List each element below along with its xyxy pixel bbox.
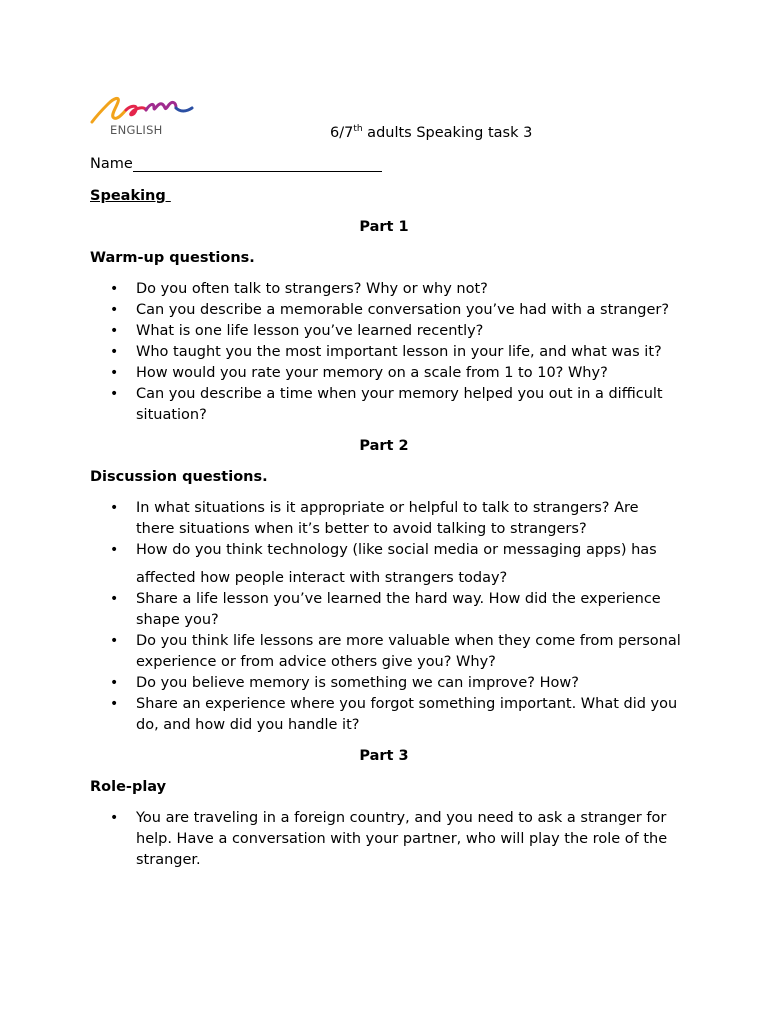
part3-question-list (90, 808, 690, 871)
title-rest: adults Speaking task 3 (362, 125, 533, 141)
bullet-icon: • (110, 633, 119, 649)
bullet-icon: • (110, 386, 119, 402)
list-item: • Do you often talk to strangers? Why or why not? (90, 279, 681, 300)
part1-title: Part 1 (359, 219, 409, 235)
part1-question-list (90, 279, 690, 426)
speaking-heading: Speaking (90, 188, 171, 204)
list-item: • Share a life lesson you’ve learned the hard way. How did the experience shape you? (110, 591, 661, 628)
part3-section-title: Role-play (90, 779, 167, 795)
list-item: • Can you describe a memorable conversation you’ve had with a stranger? (90, 300, 681, 321)
bullet-icon: • (110, 323, 119, 339)
part2-title: Part 2 (359, 438, 409, 454)
part3-title: Part 3 (359, 748, 409, 764)
lcm-english-logo (90, 94, 194, 140)
logo-text: ENGLISH (110, 123, 163, 137)
list-item: • Share an experience where you forgot something important. What did you do, and how did you handle it? (110, 696, 678, 733)
bullet-icon: • (110, 591, 119, 607)
part2-question-list (90, 498, 690, 736)
bullet-icon: • (110, 542, 119, 558)
bullet-icon: • (110, 344, 119, 360)
name-blank-line[interactable] (133, 155, 382, 172)
list-item: • How do you think technology (like social media or messaging apps) has affected how people interact with strangers today? (110, 542, 657, 586)
bullet-icon: • (110, 810, 119, 826)
bullet-icon: • (110, 696, 119, 712)
worksheet-body (90, 186, 690, 881)
list-item: • You are traveling in a foreign country, and you need to ask a stranger for help. Have a conversation with your partner, who will play the role of the stranger. (110, 810, 668, 868)
list-item: • What is one life lesson you’ve learned recently? (90, 321, 681, 342)
part2-section-title: Discussion questions. (90, 469, 268, 485)
bullet-icon: • (110, 302, 119, 318)
list-item: • Do you think life lessons are more valuable when they come from personal experience or from advice others give you? Why? (110, 633, 681, 670)
bullet-icon: • (110, 281, 119, 297)
title-main: 6/7 (330, 125, 354, 141)
list-item: • Do you believe memory is something we can improve? How? (90, 673, 681, 694)
name-field (90, 155, 382, 172)
logo-script-icon (90, 94, 194, 124)
list-item: • How would you rate your memory on a scale from 1 to 10? Why? (90, 363, 681, 384)
title-superscript: th (353, 124, 363, 134)
list-item: • Can you describe a time when your memory helped you out in a difficult situation? (110, 386, 663, 423)
bullet-icon: • (110, 675, 119, 691)
part1-section-title: Warm-up questions. (90, 250, 255, 266)
page-title (330, 124, 532, 141)
bullet-icon: • (110, 500, 119, 516)
bullet-icon: • (110, 365, 119, 381)
list-item: • Who taught you the most important lesson in your life, and what was it? (90, 342, 681, 363)
list-item: • In what situations is it appropriate or helpful to talk to strangers? Are there situations when it’s better to avoid talking to strangers? (110, 500, 639, 537)
name-label: Name (90, 156, 133, 172)
